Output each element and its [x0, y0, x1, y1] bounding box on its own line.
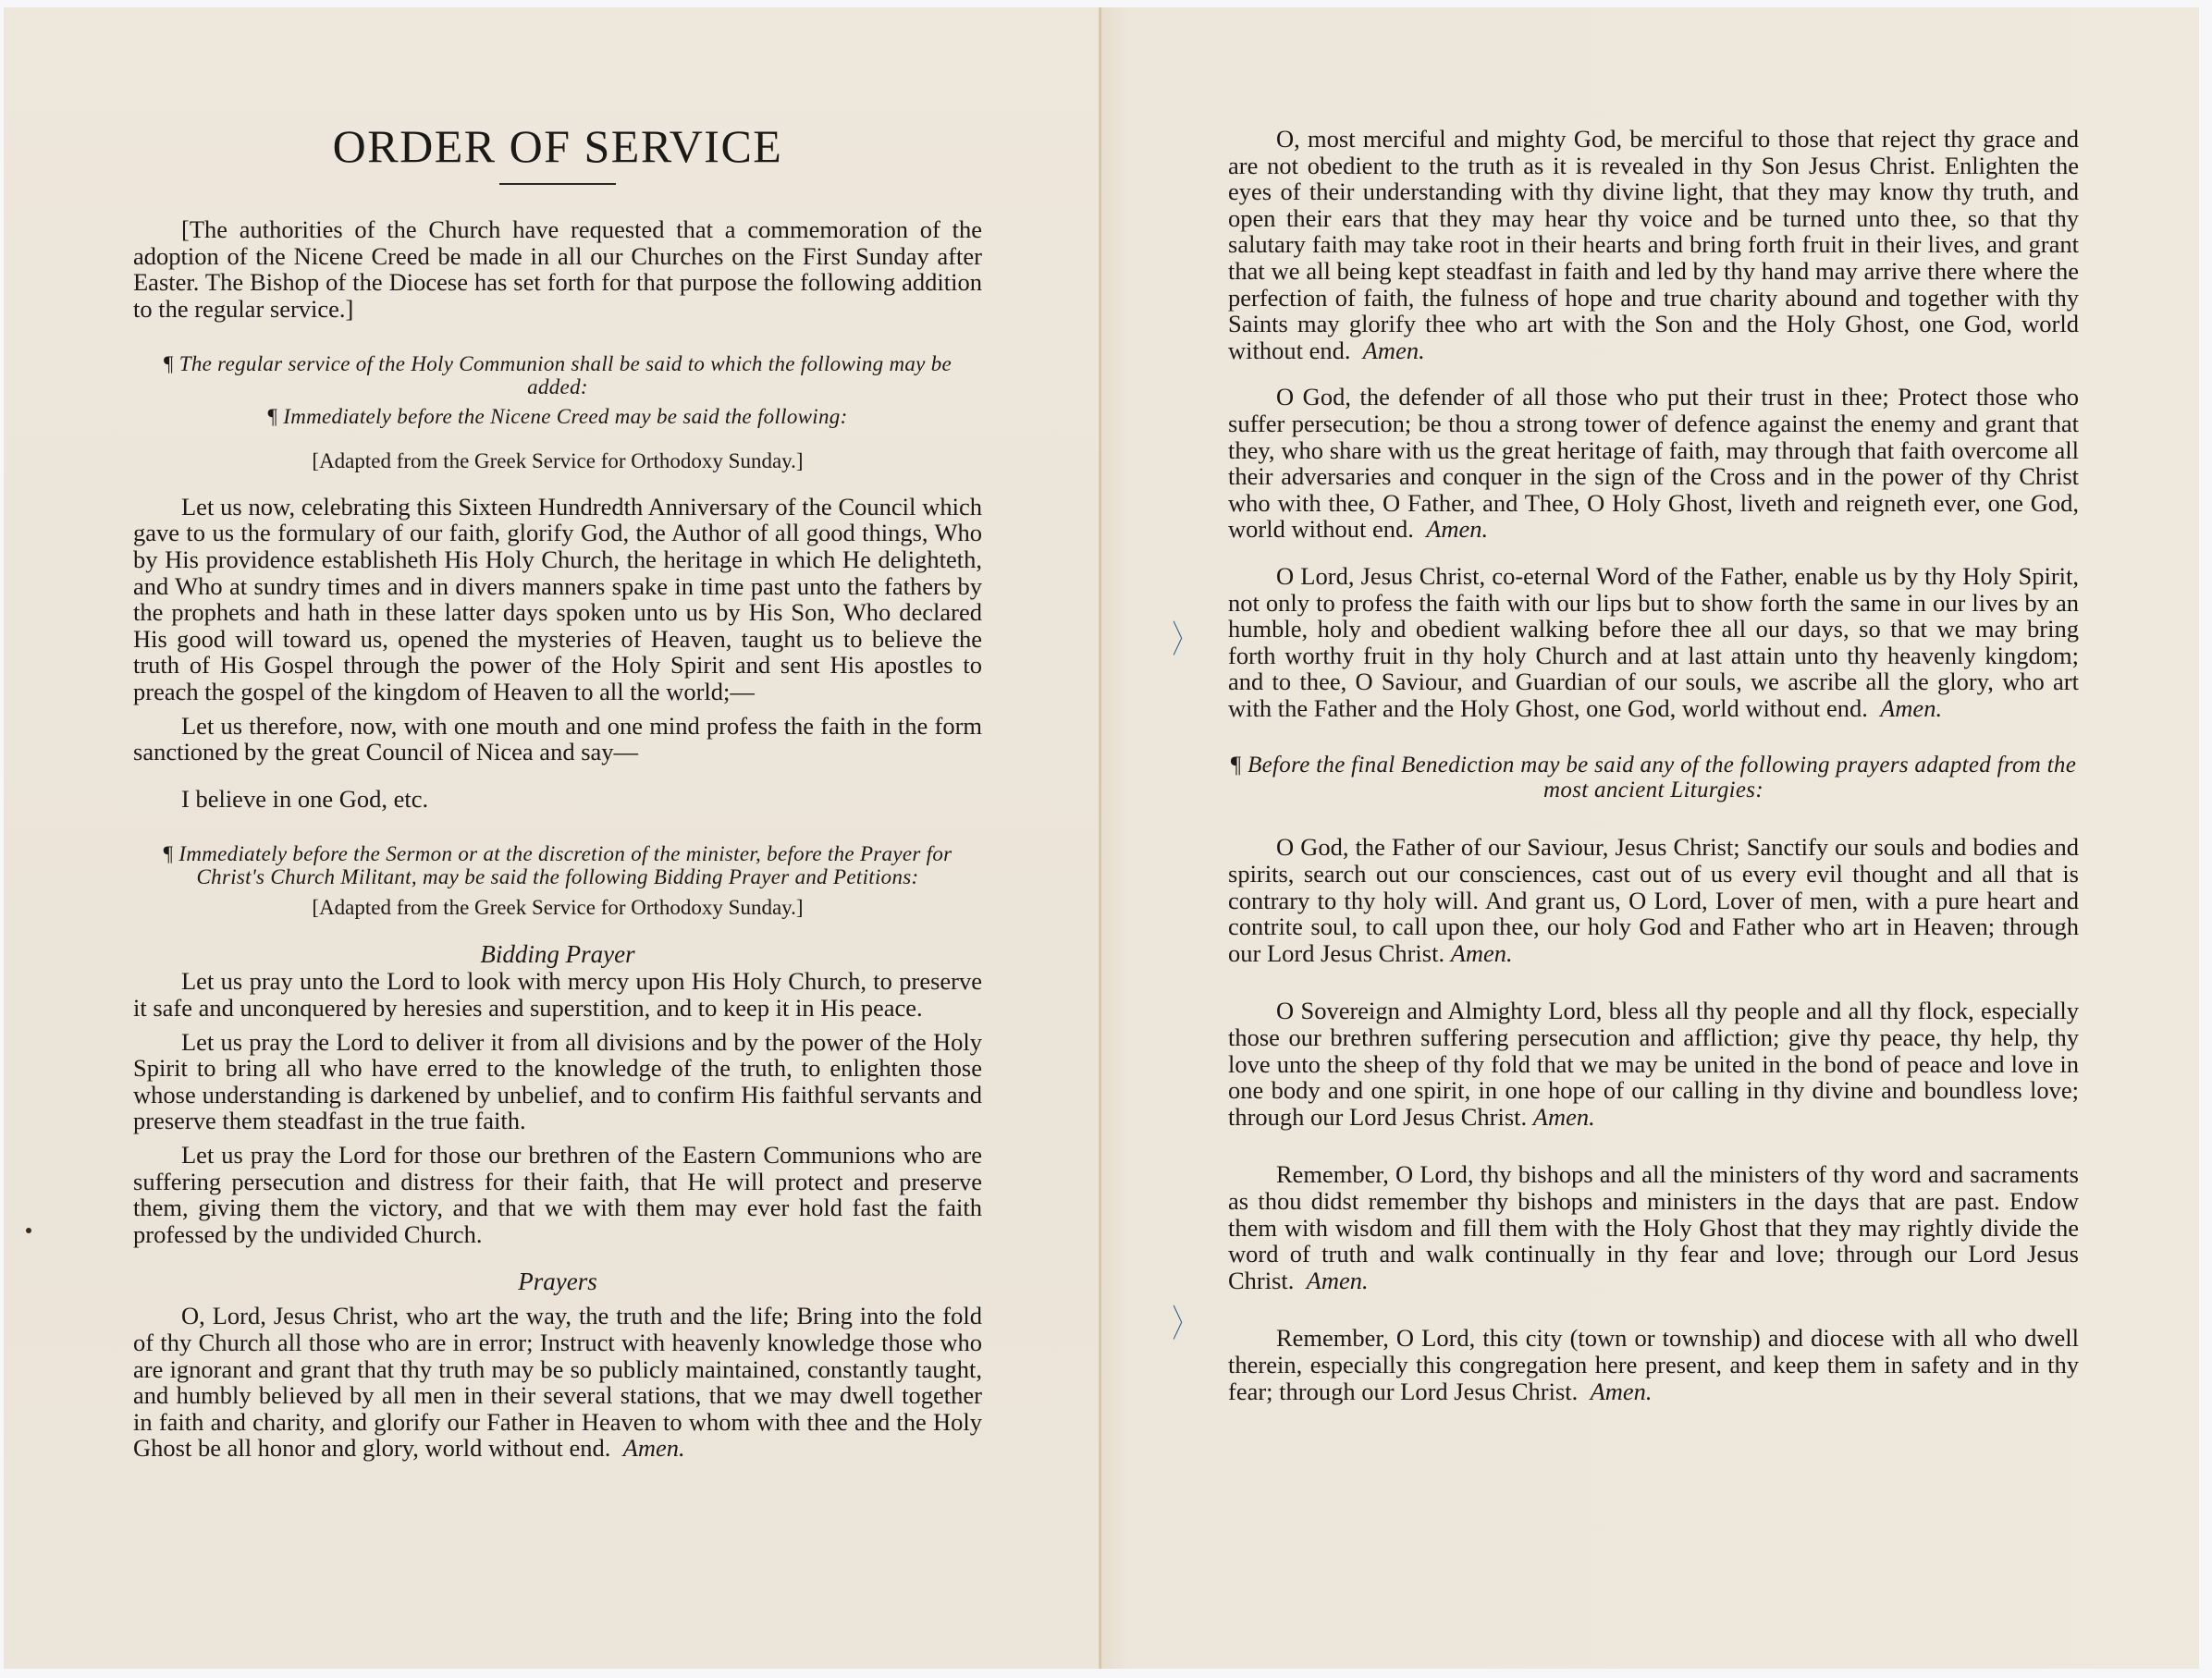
bidding-paragraph: Let us pray unto the Lord to look with mercy upon His Holy Church, to preserve it safe and unconquered by heresies and superstition, and to keep it in His peace. — [133, 967, 982, 1022]
rubric-before-sermon: ¶ Immediately before the Sermon or at the discretion of the minister, before the Prayer for Christ's Church Militant, may be said the following Bidding Prayer and Petitions: — [163, 842, 952, 888]
pen-bracket-mark: 〉 — [1173, 619, 1193, 661]
pilcrow-icon: ¶ — [163, 842, 174, 866]
rubric-before-benediction: ¶ Before the final Benediction may be said any of the following prayers adapted from the most ancient Liturgies: — [1230, 753, 2077, 803]
amen: Amen. — [1450, 938, 1513, 967]
prayer-paragraph: Remember, O Lord, this city (town or township) and diocese with all who dwell therein, especially this congregation here present, and keep them in safety and in thy fear; through our Lord Jesus Christ. Amen. — [1228, 1324, 2079, 1405]
bidding-paragraph: Let us pray the Lord for those our brethren of the Eastern Communions who are suffering persecution and distress for their faith, that He will protect and preserve them, giving them the victory, and that we with them may ever hold fast the faith professed by the undivided Church. — [133, 1140, 982, 1248]
anniversary-paragraph: Let us now, celebrating this Sixteen Hundredth Anniversary of the Council which gave to us the formulary of our faith, glorify God, the Author of all good things, Who by His providence establisheth His Holy Church, the heritage in which He delighteth, and Who at sundry times and in divers manners spake in time past unto the fathers by the prophets and hath in these latter days spoken unto us by His Son, Who declared His good will toward us, opened the mysteries of Heaven, taught us to believe the truth of His Gospel through the power of the Holy Spirit and sent His apostles to preach the gospel of the kingdom of Heaven to all the world;— — [133, 492, 982, 706]
paper-blemish — [26, 1228, 31, 1233]
prayer-paragraph: O Sovereign and Almighty Lord, bless all thy people and all thy flock, especially those our brethren suffering persecution and affliction; give thy peace, thy help, thy love unto the sheep of thy fold that we may be united in the bond of peace and love in one body and one spirit, in one hope of our calling in thy divine and boundless love; through our Lord Jesus Christ. Amen. — [1228, 997, 2079, 1131]
pen-bracket-mark: 〉 — [1173, 1303, 1193, 1345]
amen: Amen. — [622, 1434, 685, 1463]
profess-paragraph: Let us therefore, now, with one mouth and one mind profess the faith in the form sanctioned by the great Council of Nicea and say— — [133, 711, 982, 766]
right-page-column — [1228, 126, 2079, 1404]
pilcrow-icon: ¶ — [267, 405, 278, 429]
adapted-note: [Adapted from the Greek Service for Orthodoxy Sunday.] — [312, 896, 804, 920]
intro-paragraph: [The authorities of the Church have requested that a commemoration of the adoption of the Nicene Creed be made in all our Churches on the First Sunday after Easter. The Bishop of the Diocese has set forth for that purpose the following addition to the regular service.] — [133, 215, 982, 323]
bidding-prayer-heading: Bidding Prayer — [480, 940, 635, 969]
rubric-holy-communion: ¶ The regular service of the Holy Communion shall be said to which the following may be added: — [163, 352, 952, 398]
prayer-paragraph: O, most merciful and mighty God, be merciful to those that reject thy grace and are not obedient to the truth as it is revealed in thy Son Jesus Christ. Enlighten the eyes of their understanding with thy divine light, that they may know thy truth, and open their ears that they may hear thy voice and be turned unto thee, so that thy salutary faith may take root in their hearts and bring forth fruit in their lives, and grant that we all being kept steadfast in faith and led by thy hand may arrive there where the perfection of faith, the fulness of hope and true charity abound and together with thy Saints may glorify thee who art with the Son and the Holy Ghost, one God, world without end. Amen. — [1228, 125, 2079, 364]
title-rule — [499, 183, 616, 185]
adapted-note: [Adapted from the Greek Service for Orthodoxy Sunday.] — [312, 448, 804, 472]
rubric-before-creed: ¶ Immediately before the Nicene Creed may be said the following: — [267, 405, 848, 429]
amen: Amen. — [1880, 693, 1943, 722]
page-title: ORDER OF SERVICE — [332, 120, 783, 172]
pilcrow-icon: ¶ — [163, 352, 174, 376]
amen: Amen. — [1426, 515, 1489, 544]
left-page — [4, 7, 1100, 1669]
left-page-column — [133, 118, 982, 1462]
prayer-paragraph: O God, the defender of all those who put their trust in thee; Protect those who suffer persecution; be thou a strong tower of defence against the enemy and grant that they, who share with us the great heritage of faith, may through that faith overcome all their adversaries and conquer in the sign of the Cross and in the power of thy Christ who with thee, O Father, and Thee, O Holy Ghost, liveth and reigneth ever, one God, world without end. Amen. — [1228, 383, 2079, 544]
amen: Amen. — [1590, 1377, 1653, 1405]
prayer-paragraph: O God, the Father of our Saviour, Jesus Christ; Sanctify our souls and bodies and spirits, search out our consciences, cast out of us every evil thought and all that is contrary to thy holy will. And grant us, O Lord, Lover of men, with a pure heart and contrite soul, to call upon thee, our holy God and Father who art in Heaven; through our Lord Jesus Christ. Amen. — [1228, 833, 2079, 967]
prayers-heading: Prayers — [518, 1268, 597, 1296]
amen: Amen. — [1306, 1266, 1369, 1294]
prayer-paragraph: Remember, O Lord, thy bishops and all the ministers of thy word and sacraments as thou didst remember thy bishops and ministers in the days that are past. Endow them with wisdom and fill them with the Holy Ghost that they may rightly divide the word of truth and walk continually in thy fear and love; through our Lord Jesus Christ. Amen. — [1228, 1160, 2079, 1294]
creed-line: I believe in one God, etc. — [181, 784, 429, 813]
pilcrow-icon: ¶ — [1230, 753, 1242, 778]
prayer-paragraph: O Lord, Jesus Christ, co-eternal Word of the Father, enable us by thy Holy Spirit, not only to profess the faith with our lips but to show forth the same in our lives by an humble, holy and obedient walking before thee all our days, so that we may bring forth worthy fruit in thy holy Church and at last attain unto thy heavenly kingdom; and to thee, O Saviour, and Guardian of our souls, we ascribe all the glory, who art with the Father and the Holy Ghost, one God, world without end. Amen. — [1228, 561, 2079, 722]
prayer-paragraph: O, Lord, Jesus Christ, who art the way, the truth and the life; Bring into the fold of thy Church all those who are in error; Instruct with heavenly knowledge those who are ignorant and grant that thy truth may be so publicly maintained, constantly taught, and humbly believed by all men in their several stations, that we may dwell together in faith and charity, and glorify our Father in Heaven to whom with thee and the Holy Ghost be all honor and glory, world without end. Amen. — [133, 1302, 982, 1463]
amen: Amen. — [1362, 336, 1425, 364]
bidding-paragraph: Let us pray the Lord to deliver it from all divisions and by the power of the Holy Spirit to bring all who have erred to the knowledge of the truth, to enlighten those whose understanding is darkened by unbelief, and to confirm His faithful servants and preserve them steadfast in the true faith. — [133, 1027, 982, 1135]
right-page — [1100, 7, 2199, 1669]
booklet-spread — [4, 7, 2197, 1669]
amen: Amen. — [1532, 1102, 1595, 1131]
